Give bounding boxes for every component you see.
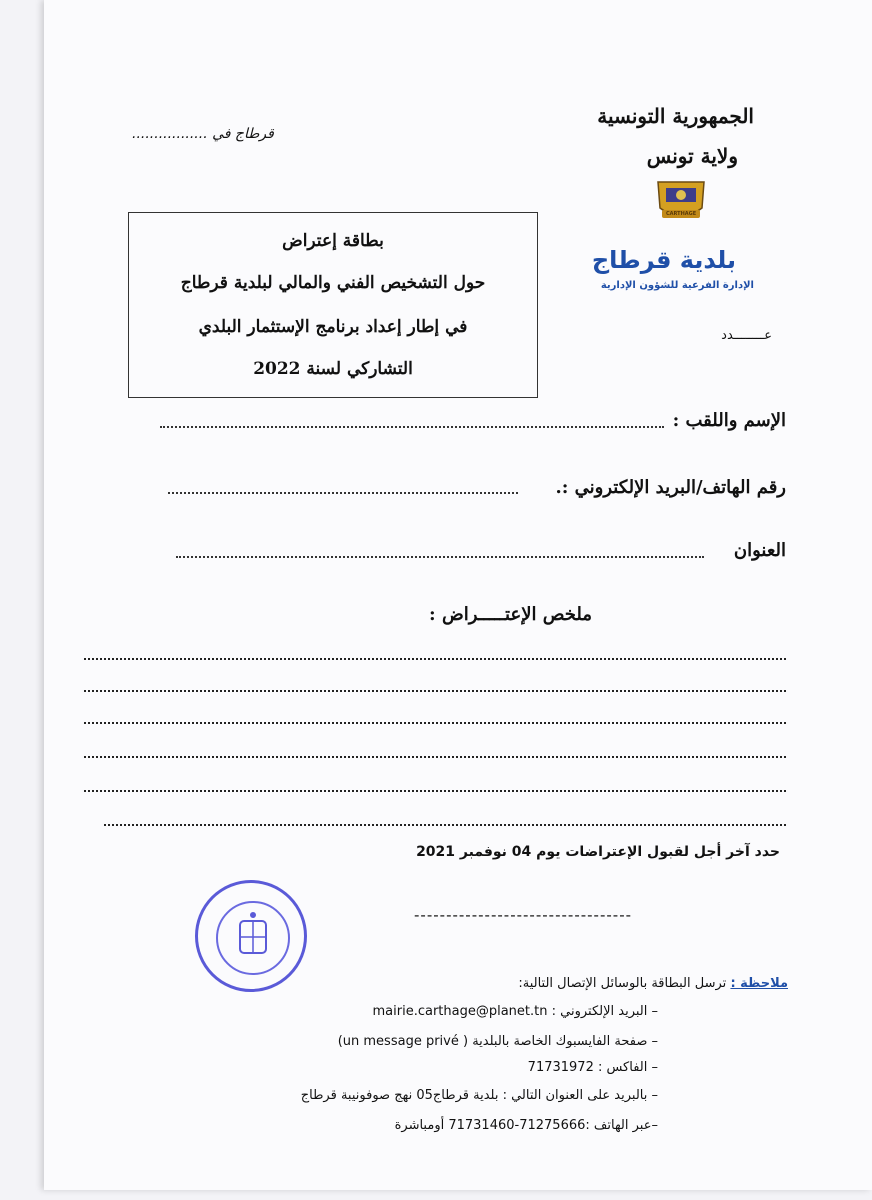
title-line-1: بطاقة إعتراض <box>282 231 384 251</box>
name-field[interactable] <box>160 426 664 428</box>
municipality-name: بلدية قرطاج <box>591 246 736 274</box>
department-name: الإدارة الفرعية للشؤون الإدارية <box>600 280 754 291</box>
summary-label: ملخص الإعتـــــراض : <box>429 604 592 625</box>
carthage-logo <box>654 178 708 224</box>
summary-line[interactable] <box>84 756 786 758</box>
address-label: العنوان <box>733 540 786 561</box>
summary-line[interactable] <box>84 722 786 724</box>
place-date: قرطاج في ................. <box>132 126 274 142</box>
title-line-4: التشاركي لسنة 2022 <box>253 359 413 379</box>
note-email: – البريد الإلكتروني : mairie.carthage@planet.tn <box>372 1004 658 1019</box>
logo-text: CARTHAGE <box>666 211 697 217</box>
stamp-inner-ring <box>216 901 290 975</box>
notes-title: ملاحظة : <box>730 976 788 991</box>
summary-line[interactable] <box>104 824 786 826</box>
summary-line[interactable] <box>84 658 786 660</box>
phone-email-field[interactable] <box>168 492 518 494</box>
notes-header <box>518 976 788 991</box>
address-field[interactable] <box>176 556 704 558</box>
summary-line[interactable] <box>84 690 786 692</box>
note-fax: – الفاكس : 71731972 <box>527 1060 658 1075</box>
governorate-heading: ولاية تونس <box>646 144 738 168</box>
signature-line: ---------------------------------- <box>414 906 633 924</box>
note-facebook: – صفحة الفايسبوك الخاصة بالبلدية ( un message privé) <box>337 1034 658 1049</box>
notes-intro: ترسل البطاقة بالوسائل الإتصال التالية: <box>518 976 727 991</box>
title-line-2: حول التشخيص الفني والمالي لبلدية قرطاج <box>180 273 486 293</box>
deadline-text: حدد آخر أجل لقبول الإعتراضات يوم 04 نوفمبر 2021 <box>416 844 780 860</box>
reference-number: عــــــــدد <box>721 328 772 343</box>
official-stamp <box>195 880 307 992</box>
title-line-3: في إطار إعداد برنامج الإستثمار البلدي <box>198 317 468 337</box>
note-phone: –عبر الهاتف :71275666-71731460 أومباشرة <box>394 1118 658 1133</box>
name-label: الإسم واللقب : <box>672 410 786 431</box>
phone-email-label: رقم الهاتف/البريد الإلكتروني :. <box>555 477 786 498</box>
note-postal: – بالبريد على العنوان التالي : بلدية قرطاج05 نهج صوفونيبة قرطاج <box>300 1088 658 1103</box>
title-box <box>128 212 538 398</box>
summary-line[interactable] <box>84 790 786 792</box>
republic-heading: الجمهورية التونسية <box>597 104 754 128</box>
